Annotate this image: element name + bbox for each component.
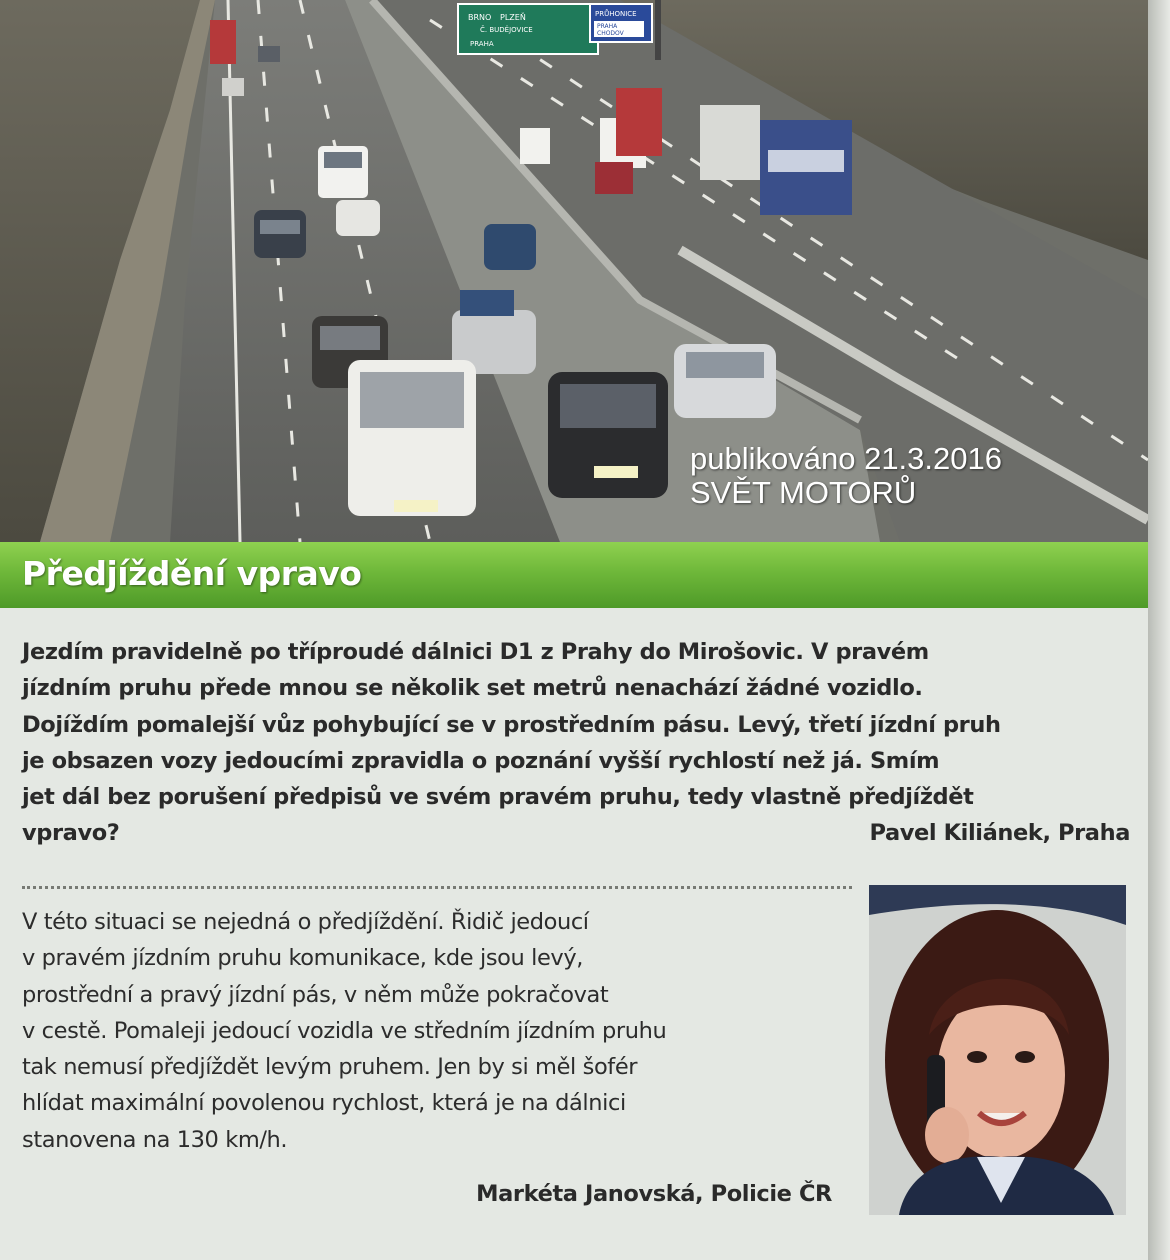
publication-source: SVĚT MOTORŮ <box>690 475 917 510</box>
car <box>595 162 633 194</box>
question-line: Jezdím pravidelně po tříproudé dálnici D1 z Prahy do Mirošovic. V pravém <box>22 639 929 665</box>
author-portrait <box>869 885 1126 1215</box>
answer-author: Markéta Janovská, Policie ČR <box>476 1181 832 1207</box>
car <box>484 224 536 270</box>
sign-text: BRNO <box>468 13 492 22</box>
question-line: Dojíždím pomalejší vůz pohybující se v prostředním pásu. Levý, třetí jízdní pruh <box>22 711 1001 738</box>
article-body <box>0 608 1148 1260</box>
reader-question <box>22 634 1130 852</box>
question-last-line <box>22 815 1130 851</box>
answer-line: v cestě. Pomaleji jedoucí vozidla ve středním jízdním pruhu <box>22 1017 667 1044</box>
sign-text: PRAHA <box>470 40 494 48</box>
car <box>258 46 280 62</box>
van <box>348 360 476 516</box>
question-line: je obsazen vozy jedoucími zpravidla o poznání vyšší rychlostí než já. Smím <box>22 747 940 774</box>
portrait-illustration <box>869 885 1126 1215</box>
page-gutter <box>1148 0 1170 1260</box>
highway-photo <box>0 0 1148 542</box>
truck <box>210 20 236 64</box>
answer-line: v pravém jízdním pruhu komunikace, kde jsou levý, <box>22 945 584 972</box>
van <box>520 128 550 164</box>
sign-text: Č. BUDĚJOVICE <box>480 26 533 34</box>
answer-line: V této situaci se nejedná o předjíždění. Řidič jedoucí <box>22 909 589 935</box>
answer-line: prostřední a pravý jízdní pás, v něm může pokračovat <box>22 981 609 1008</box>
answer-line: hlídat maximální povolenou rychlost, která je na dálnici <box>22 1090 626 1117</box>
publication-note <box>690 442 1110 510</box>
car <box>674 344 776 418</box>
sign-text: PRAHA <box>597 23 618 30</box>
police-answer <box>22 904 852 1158</box>
sign-text: CHODOV <box>597 30 624 37</box>
van <box>548 372 668 498</box>
dotted-divider <box>22 886 852 889</box>
car <box>222 78 244 96</box>
sign-text: PLZEŇ <box>500 13 526 22</box>
question-line: jízdním pruhu přede mnou se několik set metrů nenachází žádné vozidlo. <box>22 675 923 702</box>
article-title: Předjíždění vpravo <box>22 554 362 593</box>
car <box>318 146 368 198</box>
question-line: jet dál bez porušení předpisů ve svém pravém pruhu, tedy vlastně předjíždět <box>22 784 974 811</box>
sign-text: PRŮHONICE <box>595 10 637 18</box>
car <box>336 200 380 236</box>
answer-line: stanovena na 130 km/h. <box>22 1126 288 1153</box>
answer-line: tak nemusí předjíždět levým pruhem. Jen by si měl šofér <box>22 1054 638 1081</box>
question-line: vpravo? <box>22 820 120 847</box>
title-banner <box>0 542 1148 608</box>
car <box>254 210 306 258</box>
publication-date: publikováno 21.3.2016 <box>690 441 1002 476</box>
question-author: Pavel Kiliánek, Praha <box>869 820 1130 847</box>
